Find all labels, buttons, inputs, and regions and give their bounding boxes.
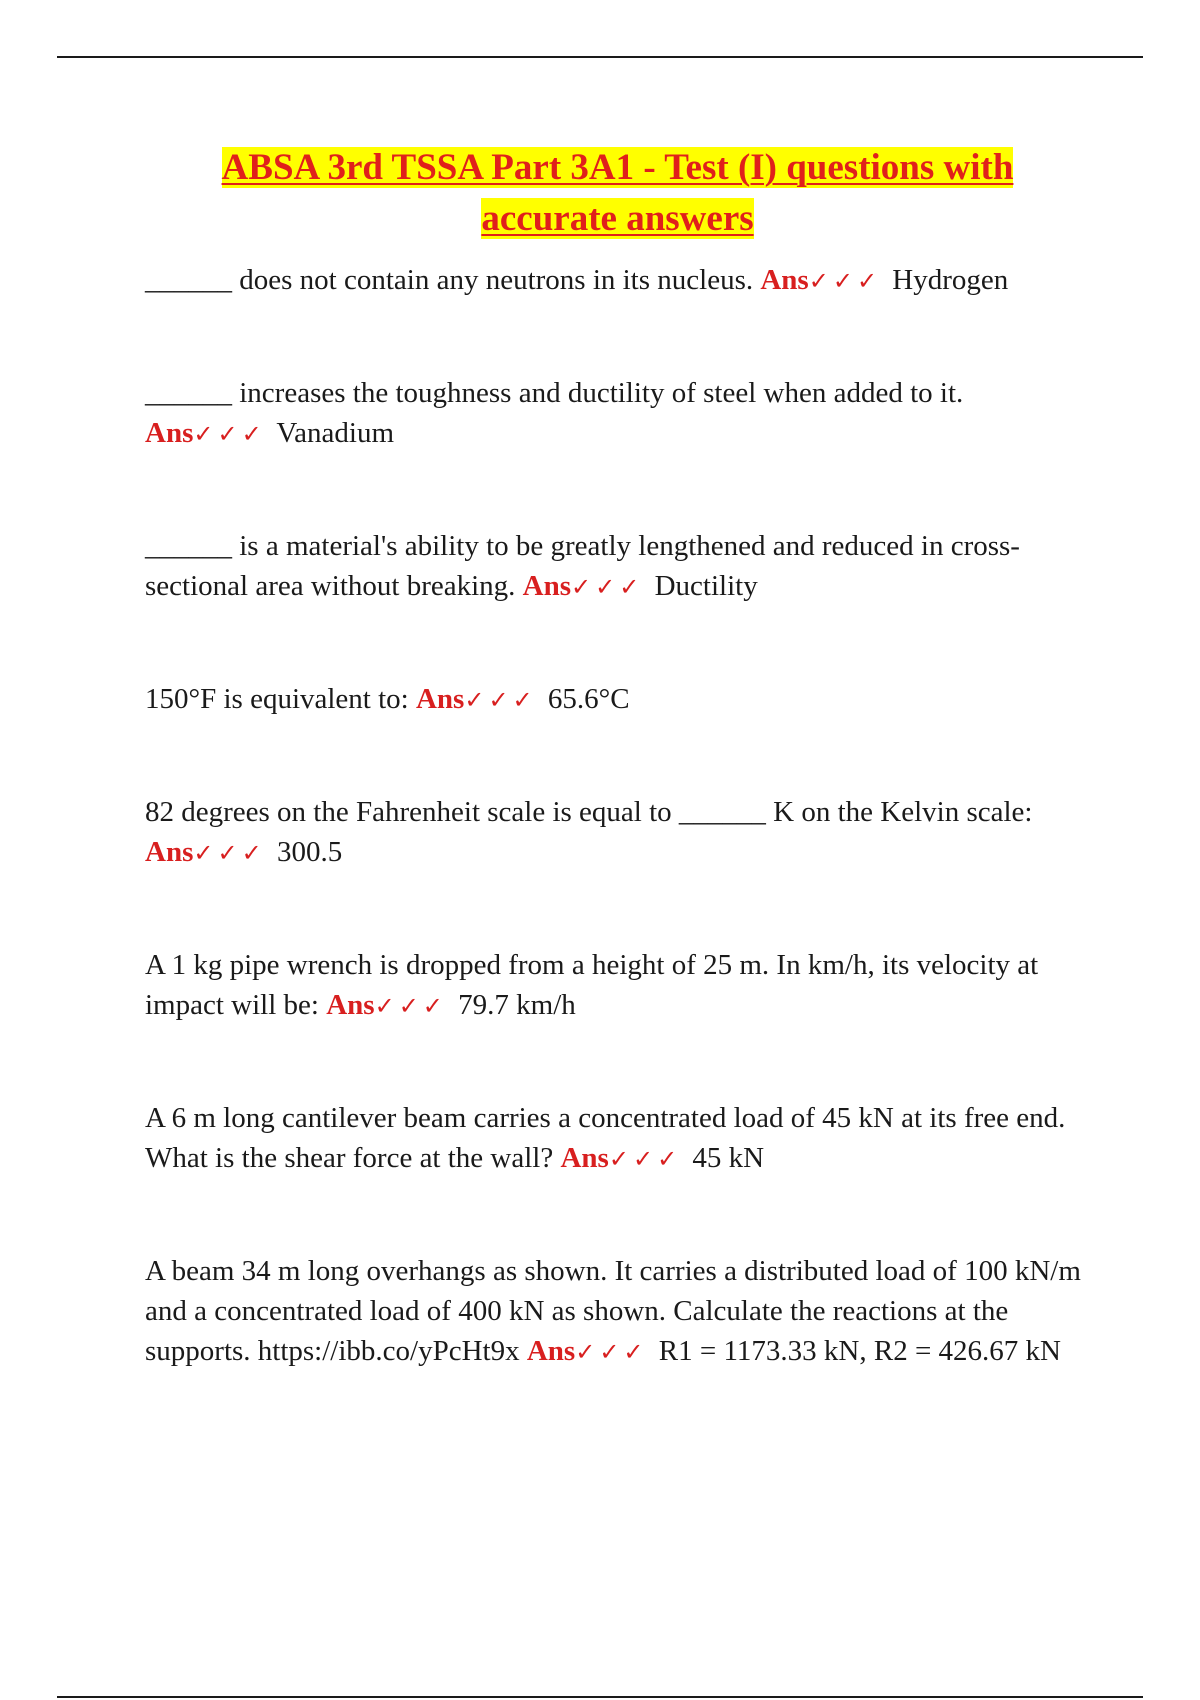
answer-label: Ans bbox=[145, 836, 194, 868]
question-text: ______ does not contain any neutrons in its nucleus. bbox=[145, 264, 754, 296]
question-text: 150°F is equivalent to: bbox=[145, 683, 409, 715]
answer-label: Ans bbox=[526, 1335, 576, 1367]
answer-label: Ans bbox=[760, 264, 809, 296]
question-text: ______ increases the toughness and ductility of steel when added to it. bbox=[145, 377, 964, 409]
check-icon: ✓✓✓ bbox=[193, 420, 266, 448]
answer-text: 45 kN bbox=[692, 1142, 765, 1174]
question-text: 82 degrees on the Fahrenheit scale is equal to ______ K on the Kelvin scale: bbox=[145, 796, 1033, 828]
answer-label: Ans bbox=[326, 989, 375, 1021]
answer-text: Hydrogen bbox=[892, 264, 1009, 296]
qa-item bbox=[145, 526, 1095, 607]
question-text: A 6 m long cantilever beam carries a concentrated load of 45 kN at its free end. What is the shear force at the wall? bbox=[145, 1102, 1066, 1174]
answer-label: Ans bbox=[415, 683, 465, 715]
answer-label: Ans bbox=[560, 1142, 609, 1174]
qa-item bbox=[145, 792, 1095, 873]
check-icon: ✓✓✓ bbox=[575, 1338, 648, 1366]
answer-text: Vanadium bbox=[276, 417, 395, 449]
check-icon: ✓✓✓ bbox=[374, 992, 447, 1020]
answer-text: 79.7 km/h bbox=[458, 989, 576, 1021]
check-icon: ✓✓✓ bbox=[464, 686, 537, 714]
question-text: ______ is a material's ability to be greatly lengthened and reduced in cross-sectional area without breaking. bbox=[145, 530, 1020, 602]
answer-text: R1 = 1173.33 kN, R2 = 426.67 kN bbox=[658, 1335, 1061, 1367]
qa-item bbox=[145, 945, 1095, 1026]
qa-item bbox=[145, 1251, 1095, 1372]
check-icon: ✓✓✓ bbox=[193, 839, 266, 867]
question-text: A 1 kg pipe wrench is dropped from a height of 25 m. In km/h, its velocity at impact will be: bbox=[145, 949, 1039, 1021]
qa-item bbox=[145, 373, 1095, 454]
qa-item bbox=[145, 679, 1095, 720]
document-title bbox=[100, 142, 1135, 244]
title-line-1: ABSA 3rd TSSA Part 3A1 - Test (I) questions with bbox=[221, 147, 1014, 188]
answer-label: Ans bbox=[522, 570, 572, 602]
bottom-rule bbox=[57, 1696, 1143, 1698]
answer-text: Ductility bbox=[654, 570, 758, 602]
answer-text: 65.6°C bbox=[547, 683, 630, 715]
qa-item bbox=[145, 260, 1095, 301]
title-line-2: accurate answers bbox=[481, 198, 754, 239]
answer-text: 300.5 bbox=[276, 836, 343, 868]
check-icon: ✓✓✓ bbox=[808, 267, 882, 295]
check-icon: ✓✓✓ bbox=[571, 573, 644, 601]
qa-item bbox=[145, 1098, 1095, 1179]
top-rule bbox=[57, 56, 1143, 58]
answer-label: Ans bbox=[145, 417, 194, 449]
check-icon: ✓✓✓ bbox=[608, 1145, 682, 1173]
question-text: A beam 34 m long overhangs as shown. It carries a distributed load of 100 kN/m and a concentrated load of 400 kN as shown. Calculate the reactions at the supports. https://ibb.co/yPcHt9x bbox=[145, 1255, 1081, 1367]
